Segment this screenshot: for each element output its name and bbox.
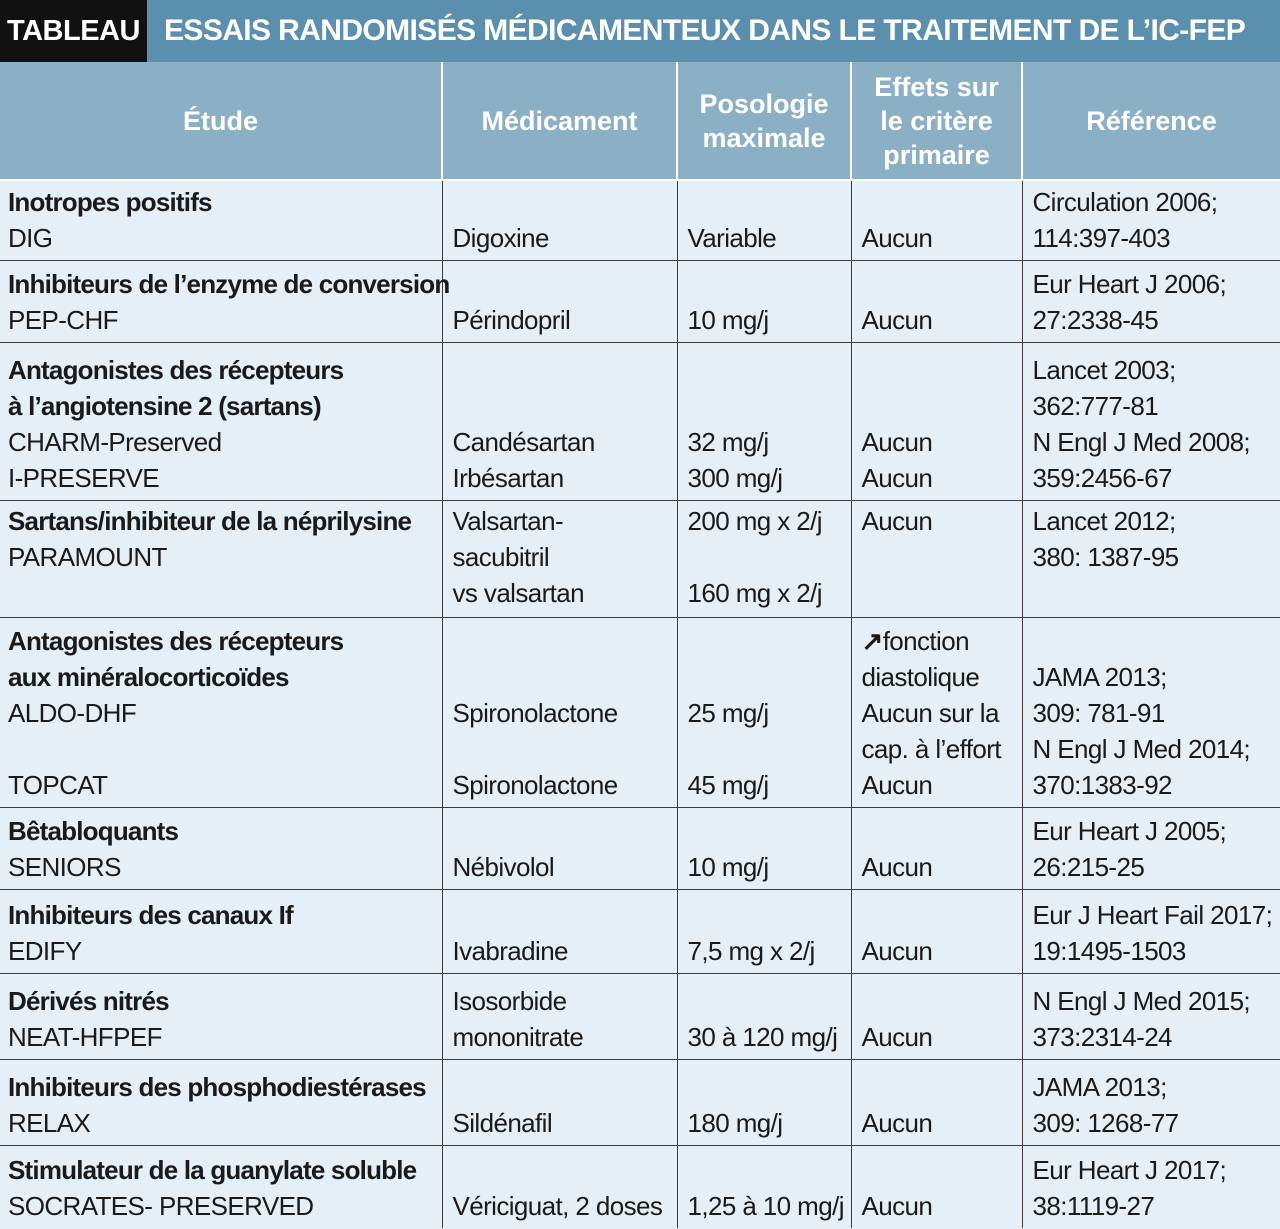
cell-medicament: Candésartan Irbésartan [442,342,677,500]
cell-medicament: Sildénafil [442,1059,677,1145]
cell-medicament: Spironolactone Spironolactone [442,617,677,807]
cell-etude: Inhibiteurs des canaux If EDIFY [0,889,442,973]
cell-reference: Eur Heart J 2005; 26:215-25 [1022,807,1280,889]
cell-effets: Aucun [851,1145,1022,1228]
table-row [0,889,1280,973]
title-bar [0,0,1280,62]
table-row [0,807,1280,889]
cell-posologie: 180 mg/j [677,1059,851,1145]
cell-reference: Lancet 2003; 362:777-81 N Engl J Med 2008; 359:2456-67 [1022,342,1280,500]
cell-effets: Aucun [851,180,1022,260]
cell-etude: Stimulateur de la guanylate soluble SOCRATES- PRESERVED [0,1145,442,1228]
table-row [0,500,1280,617]
header-medicament: Médicament [442,62,677,180]
cell-etude: Antagonistes des récepteurs aux minéralocorticoïdes ALDO-DHF TOPCAT [0,617,442,807]
title-tag: TABLEAU [0,0,147,62]
table-row [0,1059,1280,1145]
cell-medicament: Périndopril [442,260,677,342]
cell-effets: ↗fonction diastolique Aucun sur la cap. à l’effort Aucun [851,617,1022,807]
table-row [0,973,1280,1059]
cell-reference: JAMA 2013; 309: 781-91 N Engl J Med 2014; 370:1383-92 [1022,617,1280,807]
header-row [0,62,1280,180]
cell-posologie: Variable [677,180,851,260]
header-effets: Effets sur le critère primaire [851,62,1022,180]
cell-medicament: Isosorbide mononitrate [442,973,677,1059]
table-row [0,1145,1280,1228]
cell-posologie: 1,25 à 10 mg/j [677,1145,851,1228]
cell-effets: Aucun [851,260,1022,342]
table-row [0,260,1280,342]
header-etude: Étude [0,62,442,180]
cell-etude: Antagonistes des récepteurs à l’angiotensine 2 (sartans) CHARM-Preserved I-PRESERVE [0,342,442,500]
header-posologie: Posologie maximale [677,62,851,180]
cell-posologie: 30 à 120 mg/j [677,973,851,1059]
cell-posologie: 10 mg/j [677,807,851,889]
cell-etude: Dérivés nitrés NEAT-HFPEF [0,973,442,1059]
cell-effets: Aucun [851,807,1022,889]
header-reference: Référence [1022,62,1280,180]
cell-posologie: 200 mg x 2/j 160 mg x 2/j [677,500,851,617]
cell-medicament: Nébivolol [442,807,677,889]
cell-posologie: 7,5 mg x 2/j [677,889,851,973]
table-row [0,342,1280,500]
cell-effets: Aucun Aucun [851,342,1022,500]
cell-effets: Aucun [851,500,1022,617]
cell-reference: N Engl J Med 2015; 373:2314-24 [1022,973,1280,1059]
cell-effets: Aucun [851,889,1022,973]
cell-reference: Eur Heart J 2006; 27:2338-45 [1022,260,1280,342]
trials-table [0,62,1280,1228]
cell-medicament: Vériciguat, 2 doses [442,1145,677,1228]
cell-medicament: Valsartan- sacubitril vs valsartan [442,500,677,617]
cell-medicament: Digoxine [442,180,677,260]
cell-etude: Inotropes positifs DIG [0,180,442,260]
arrow-up-right-icon: ↗ [861,625,883,656]
table-row [0,617,1280,807]
cell-effets: Aucun [851,973,1022,1059]
cell-effets: Aucun [851,1059,1022,1145]
cell-posologie: 10 mg/j [677,260,851,342]
cell-reference: Circulation 2006; 114:397-403 [1022,180,1280,260]
cell-etude: Inhibiteurs des phosphodiestérases RELAX [0,1059,442,1145]
cell-reference: Eur Heart J 2017; 38:1119-27 [1022,1145,1280,1228]
table-title: ESSAIS RANDOMISÉS MÉDICAMENTEUX DANS LE TRAITEMENT DE L’IC-FEP [164,14,1246,47]
cell-reference: Eur J Heart Fail 2017; 19:1495-1503 [1022,889,1280,973]
cell-reference: Lancet 2012; 380: 1387-95 [1022,500,1280,617]
cell-etude: Inhibiteurs de l’enzyme de conversion PEP-CHF [0,260,442,342]
cell-medicament: Ivabradine [442,889,677,973]
cell-posologie: 25 mg/j 45 mg/j [677,617,851,807]
cell-etude: Sartans/inhibiteur de la néprilysine PARAMOUNT [0,500,442,617]
cell-etude: Bêtabloquants SENIORS [0,807,442,889]
cell-posologie: 32 mg/j 300 mg/j [677,342,851,500]
table-row [0,180,1280,260]
cell-reference: JAMA 2013; 309: 1268-77 [1022,1059,1280,1145]
